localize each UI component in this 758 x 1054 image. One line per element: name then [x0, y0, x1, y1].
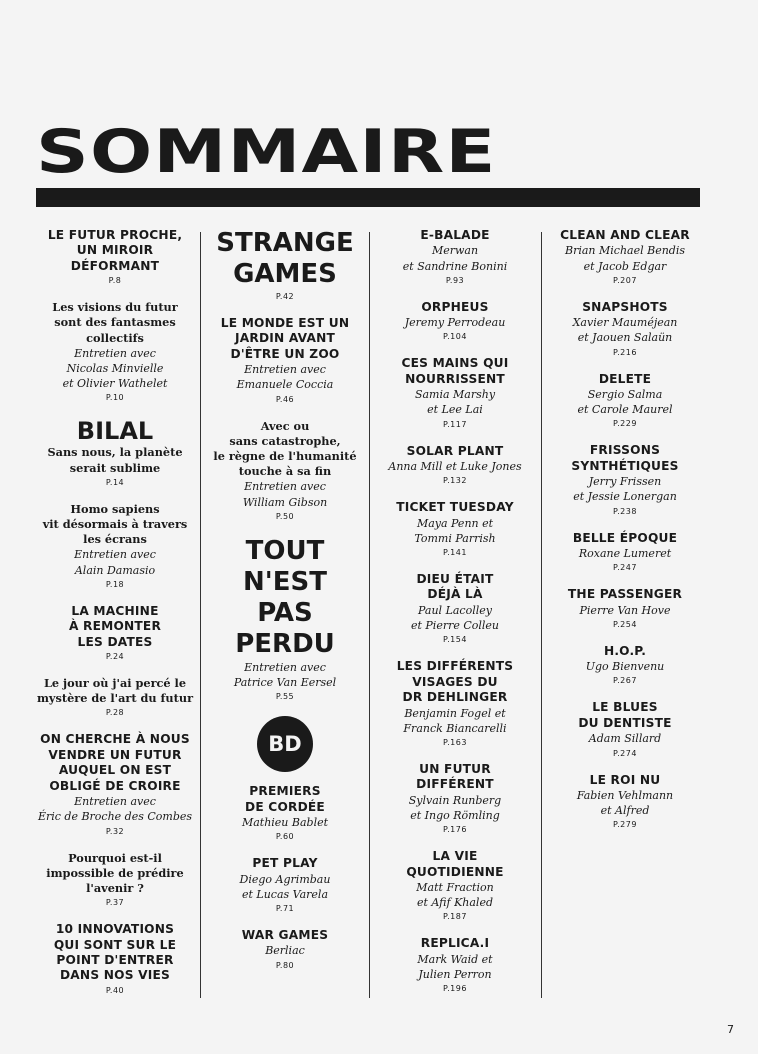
entry-page: P.267 [613, 676, 637, 686]
entry-subtitle: Sans nous, la planète serait sublime [47, 445, 183, 475]
toc-entry [34, 604, 196, 664]
toc-entry [34, 502, 196, 592]
entry-page: P.24 [105, 652, 125, 662]
page-number: 7 [727, 1023, 734, 1036]
entry-page: P.247 [613, 563, 637, 573]
entry-author: Xavier Mauméjean et Jaouen Salaün [572, 316, 678, 345]
entry-page: P.229 [613, 419, 637, 429]
toc-entry [373, 500, 537, 560]
entry-author: Berliac [265, 944, 305, 958]
toc-entry [204, 928, 366, 973]
bd-badge: BD [257, 716, 313, 772]
toc-entry [545, 372, 705, 432]
entry-page: P.216 [613, 347, 637, 357]
entry-author: Mathieu Bablet [241, 816, 329, 830]
entry-page: P.207 [613, 275, 637, 285]
entry-subtitle: Le jour où j'ai percé le mystère de l'art du futur [36, 676, 194, 706]
entry-author: Matt Fraction et Afif Khaled [416, 880, 494, 910]
toc-entry [34, 851, 196, 911]
entry-heading: H.O.P. [603, 643, 647, 658]
entry-heading: LA MACHINE À REMONTER LES DATES [68, 603, 162, 649]
entry-author: Benjamin Fogel et Franck Biancarelli [403, 706, 507, 735]
toc-entry [204, 419, 366, 524]
toc-entry [34, 922, 196, 998]
entry-heading: ON CHERCHE À NOUS VENDRE UN FUTUR AUQUEL ON EST OBLIGÉ DE CROIRE [40, 732, 190, 793]
toc-entry [373, 762, 537, 837]
entry-author: Entretien avec Nicolas Minvielle et Olivier Wathelet [62, 346, 168, 391]
section-title: BILAL [76, 417, 154, 446]
entry-author: Entretien avec Alain Damasio [74, 548, 156, 577]
entry-author: Entretien avec Éric de Broche des Combes [37, 795, 193, 824]
toc-entry [373, 300, 537, 345]
entry-page: P.132 [443, 476, 467, 486]
entry-heading: LE MONDE EST UN JARDIN AVANT D'ÊTRE UN ZOO [220, 316, 350, 361]
toc-entry [545, 228, 705, 288]
entry-page: P.254 [613, 619, 637, 629]
entry-heading: PREMIERS DE CORDÉE [245, 784, 325, 814]
section-title: TOUT N'EST PAS PERDU [235, 535, 335, 659]
entry-page: P.37 [105, 898, 125, 908]
entry-page: P.163 [443, 737, 467, 747]
entry-page: P.104 [443, 332, 467, 342]
entry-author: Adam Sillard [588, 732, 662, 746]
entry-page: P.141 [443, 548, 467, 558]
entry-heading: DELETE [598, 371, 652, 386]
entry-page: P.71 [275, 904, 295, 914]
entry-author: Entretien avec William Gibson [242, 480, 328, 509]
entry-subtitle: Les visions du futur sont des fantasmes collectifs [52, 300, 178, 345]
entry-subtitle: Homo sapiens vit désormais à travers les écrans [42, 501, 188, 547]
entry-heading: LE ROI NU [589, 772, 661, 787]
entry-author: Entretien avec Patrice Van Eersel [233, 660, 337, 690]
page-title: SOMMAIRE [36, 117, 497, 187]
toc-entry [204, 536, 366, 704]
entry-author: Brian Michael Bendis et Jacob Edgar [565, 244, 685, 273]
entry-heading: LE FUTUR PROCHE, UN MIROIR DÉFORMANT [47, 228, 183, 273]
toc-entry [545, 300, 705, 360]
entry-page: P.196 [443, 984, 467, 994]
entry-page: P.279 [613, 820, 637, 830]
entry-page: P.10 [105, 393, 125, 403]
entry-heading: CLEAN AND CLEAR [560, 228, 690, 242]
entry-page: P.40 [105, 985, 125, 995]
entry-heading: DIEU ÉTAIT DÉJÀ LÀ [416, 572, 494, 602]
toc-entry [34, 732, 196, 838]
entry-heading: WAR GAMES [241, 928, 329, 943]
toc-entry [204, 856, 366, 916]
entry-page: P.60 [275, 832, 295, 842]
toc-entry [373, 228, 537, 288]
toc-entry [204, 316, 366, 407]
toc-entry [373, 444, 537, 489]
entry-heading: LE BLUES DU DENTISTE [578, 700, 672, 730]
toc-entry [34, 417, 196, 489]
entry-author: Diego Agrimbau et Lucas Varela [239, 872, 331, 901]
entry-author: Jeremy Perrodeau [404, 316, 506, 330]
entry-page: P.187 [443, 912, 467, 922]
toc-entry [545, 531, 705, 576]
toc-entry [545, 443, 705, 518]
entry-heading: LES DIFFÉRENTS VISAGES DU DR DEHLINGER [396, 659, 514, 705]
entry-author: Entretien avec Emanuele Coccia [236, 363, 334, 392]
entry-page: P.42 [275, 292, 295, 301]
entry-author: Ugo Bienvenu [585, 660, 665, 674]
entry-page: P.80 [275, 960, 295, 970]
entry-heading: REPLICA.I [420, 936, 490, 951]
entry-page: P.93 [445, 275, 465, 285]
entry-author: Anna Mill et Luke Jones [388, 460, 522, 474]
toc-entry [545, 587, 705, 632]
entry-author: Maya Penn et Tommi Parrish [414, 516, 496, 545]
column-divider [369, 232, 370, 998]
entry-author: Jerry Frissen et Jessie Lonergan [573, 475, 677, 504]
toc-column-4 [545, 228, 705, 844]
toc-entry [34, 228, 196, 288]
toc-entry [373, 659, 537, 750]
entry-author: Roxane Lumeret [578, 547, 672, 561]
entry-page: P.14 [105, 477, 125, 487]
entry-author: Sergio Salma et Carole Maurel [577, 388, 673, 417]
entry-heading: SNAPSHOTS [582, 299, 668, 314]
entry-heading: ORPHEUS [421, 299, 489, 314]
entry-page: P.238 [613, 506, 637, 516]
entry-page: P.117 [443, 419, 467, 429]
toc-entry [545, 644, 705, 689]
column-divider [541, 232, 542, 998]
toc-entry [204, 716, 366, 772]
entry-page: P.18 [105, 579, 125, 589]
entry-heading: FRISSONS SYNTHÉTIQUES [571, 443, 679, 473]
entry-page: P.46 [275, 394, 295, 404]
toc-entry [545, 700, 705, 760]
entry-author: Paul Lacolley et Pierre Colleu [410, 603, 500, 633]
toc-entry [373, 572, 537, 647]
toc-entry [373, 849, 537, 924]
toc-entry [373, 356, 537, 431]
entry-heading: 10 INNOVATIONS QUI SONT SUR LE POINT D'ENTRER DANS NOS VIES [53, 922, 177, 983]
column-divider [200, 232, 201, 998]
entry-author: Merwan et Sandrine Bonini [402, 244, 508, 273]
entry-page: P.32 [105, 826, 125, 836]
entry-subtitle: Avec ou sans catastrophe, le règne de l'humanité touche à sa fin [213, 418, 357, 479]
entry-subtitle: Pourquoi est-il impossible de prédire l'avenir ? [46, 850, 184, 895]
toc-column-2 [204, 228, 366, 985]
entry-author: Samia Marshy et Lee Lai [414, 388, 496, 417]
toc-entry [34, 300, 196, 405]
entry-page: P.8 [108, 276, 122, 286]
toc-entry [34, 676, 196, 720]
entry-page: P.176 [443, 825, 467, 835]
toc-entry [204, 228, 366, 304]
toc-entry [545, 773, 705, 833]
entry-heading: THE PASSENGER [567, 587, 683, 602]
entry-heading: PET PLAY [252, 856, 318, 871]
entry-author: Fabien Vehlmann et Alfred [576, 788, 674, 818]
entry-heading: TICKET TUESDAY [396, 500, 514, 515]
entry-heading: BELLE ÉPOQUE [572, 530, 678, 545]
toc-entry [373, 936, 537, 996]
entry-page: P.55 [275, 692, 295, 702]
entry-author: Mark Waid et Julien Perron [417, 952, 493, 981]
entry-author: Sylvain Runberg et Ingo Römling [408, 793, 502, 822]
title-rule [36, 188, 700, 207]
entry-heading: CES MAINS QUI NOURRISSENT [401, 356, 509, 386]
entry-heading: E-BALADE [420, 228, 490, 242]
entry-page: P.28 [105, 708, 125, 718]
entry-author: Pierre Van Hove [579, 603, 671, 617]
toc-column-1 [34, 228, 196, 1010]
entry-heading: SOLAR PLANT [406, 443, 504, 458]
entry-page: P.154 [443, 635, 467, 645]
entry-page: P.274 [613, 748, 637, 758]
entry-page: P.50 [275, 511, 295, 521]
entry-heading: UN FUTUR DIFFÉRENT [416, 761, 494, 792]
toc-entry [204, 784, 366, 844]
toc-column-3 [373, 228, 537, 1008]
section-title: STRANGE GAMES [216, 228, 354, 289]
entry-heading: LA VIE QUOTIDIENNE [406, 849, 504, 879]
